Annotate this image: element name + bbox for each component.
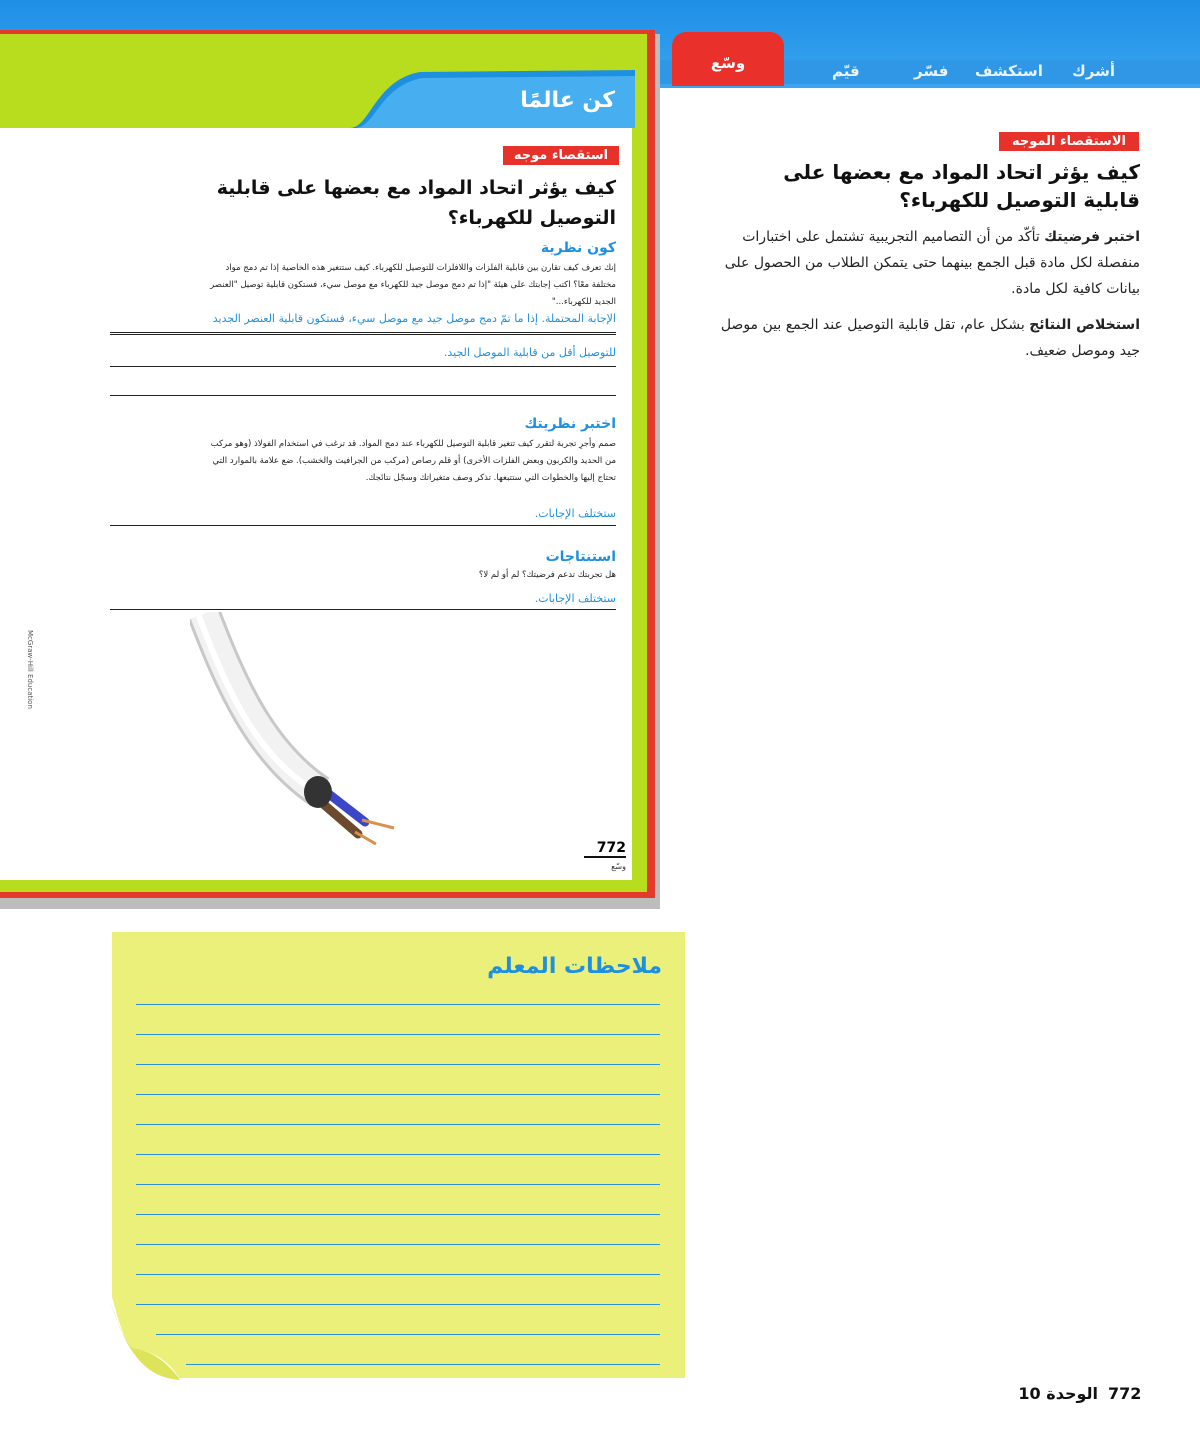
p1-lead: اختبر فرضيتك bbox=[1044, 229, 1140, 245]
answer-rule bbox=[110, 366, 616, 367]
tab-elaborate[interactable] bbox=[672, 32, 784, 86]
note-line[interactable] bbox=[136, 1154, 660, 1155]
answer-rule bbox=[110, 525, 616, 526]
tab-elaborate-label: وسّع bbox=[710, 54, 746, 72]
section-conclusions-body: هل تجربتك تدعم فرضيتك؟ لم أو لم لا؟ bbox=[478, 570, 616, 580]
inquiry-question: كيف يؤثر اتحاد المواد مع بعضها على قابلية التوصيل للكهرباء؟ bbox=[216, 177, 616, 229]
note-line[interactable] bbox=[136, 1004, 660, 1005]
reduced-page-label: وسّع bbox=[611, 862, 626, 871]
note-line[interactable] bbox=[136, 1034, 660, 1035]
inquiry-badge: استقصاء موجه bbox=[503, 146, 619, 165]
note-line[interactable] bbox=[136, 1304, 660, 1305]
section-test-theory: اختبر نظريتك bbox=[524, 416, 616, 432]
p2-body: بشكل عام، تقل قابلية التوصيل عند الجمع بين موصل جيد وموصل ضعيف. bbox=[720, 317, 1140, 359]
conclusions-answer: ستختلف الإجابات. bbox=[534, 592, 616, 605]
teacher-notes-card bbox=[112, 932, 685, 1378]
note-line[interactable] bbox=[136, 1244, 660, 1245]
answer-rule bbox=[110, 334, 616, 335]
note-line[interactable] bbox=[136, 1064, 660, 1065]
section-form-theory: كون نظرية bbox=[540, 240, 616, 256]
answer-rule bbox=[110, 609, 616, 610]
banner-title: كن عالمًا bbox=[520, 88, 615, 113]
teacher-paragraph-1 bbox=[712, 224, 1140, 302]
teacher-question: كيف يؤثر اتحاد المواد مع بعضها على قابلية التوصيل للكهرباء؟ bbox=[783, 160, 1140, 212]
note-line[interactable] bbox=[136, 1274, 660, 1275]
tab-explore[interactable]: استكشف bbox=[975, 62, 1043, 80]
note-line[interactable] bbox=[186, 1364, 660, 1365]
answer-rule bbox=[110, 395, 616, 396]
tab-evaluate[interactable]: قيّم bbox=[832, 62, 860, 80]
p1-body: تأكّد من أن التصاميم التجريبية تشتمل على اختبارات منفصلة لكل مادة قبل الجمع بينهما حتى يتمكن الطلاب من الحصول على بيانات كافية لكل مادة. bbox=[724, 229, 1140, 297]
note-line[interactable] bbox=[156, 1334, 660, 1335]
note-line[interactable] bbox=[136, 1124, 660, 1125]
note-line[interactable] bbox=[136, 1094, 660, 1095]
note-line[interactable] bbox=[136, 1184, 660, 1185]
credit-text: McGraw-Hill Education bbox=[26, 630, 34, 709]
teacher-paragraph-2 bbox=[712, 312, 1140, 364]
test-theory-answer: ستختلف الإجابات. bbox=[534, 507, 616, 520]
section-conclusions: استنتاجات bbox=[545, 549, 616, 565]
footer-unit: الوحدة 10 bbox=[1018, 1384, 1098, 1403]
footer-page-number: 772 bbox=[1108, 1384, 1142, 1403]
section-form-theory-body: إنك تعرف كيف تقارن بين قابلية الفلزات واللافلزات للتوصيل للكهرباء. كيف ستتغير هذه الخاصية إذا تم دمج مواد مختلفة معًا؟ اكتب إجابتك على هيئة "إذا تم دمج موصل جيد للكهرباء مع موصل سيء، فستكون قابلية توصيل "العنصر الجديد للكهرباء..." bbox=[210, 263, 616, 307]
cable-image bbox=[190, 612, 410, 852]
tab-engage[interactable]: أشرك bbox=[1072, 62, 1115, 80]
theory-answer-line2: للتوصيل أقل من قابلية الموصل الجيد. bbox=[443, 346, 616, 359]
note-line[interactable] bbox=[136, 1214, 660, 1215]
tab-explain[interactable]: فسّر bbox=[914, 62, 949, 80]
section-test-theory-body: صمم وأجرِ تجربة لتقرر كيف تتغير قابلية التوصيل للكهرباء عند دمج المواد. قد ترغب في استخدام الفولاذ (وهو مركب من الحديد والكربون وبعض الفلزات الأخرى) أو قلم رصاص (مركب من الجرافيت والخشب). ضع علامة بالموارد التي تحتاج إليها والخطوات التي ستتبعها. تذكر وصف متغيراتك وسجّل نتائجك. bbox=[210, 439, 616, 483]
theory-answer-line1: الإجابة المحتملة. إذا ما تمّ دمج موصل جيد مع موصل سيء، فستكون قابلية العنصر الجديد bbox=[212, 312, 616, 325]
credit-vertical bbox=[22, 630, 36, 845]
notes-title: ملاحظات المعلم bbox=[487, 954, 662, 979]
guided-inquiry-badge: الاستقصاء الموجه bbox=[999, 132, 1139, 151]
reduced-page-number: 772 bbox=[584, 840, 626, 858]
p2-lead: استخلاص النتائج bbox=[1029, 317, 1140, 333]
answer-rule bbox=[110, 332, 616, 333]
